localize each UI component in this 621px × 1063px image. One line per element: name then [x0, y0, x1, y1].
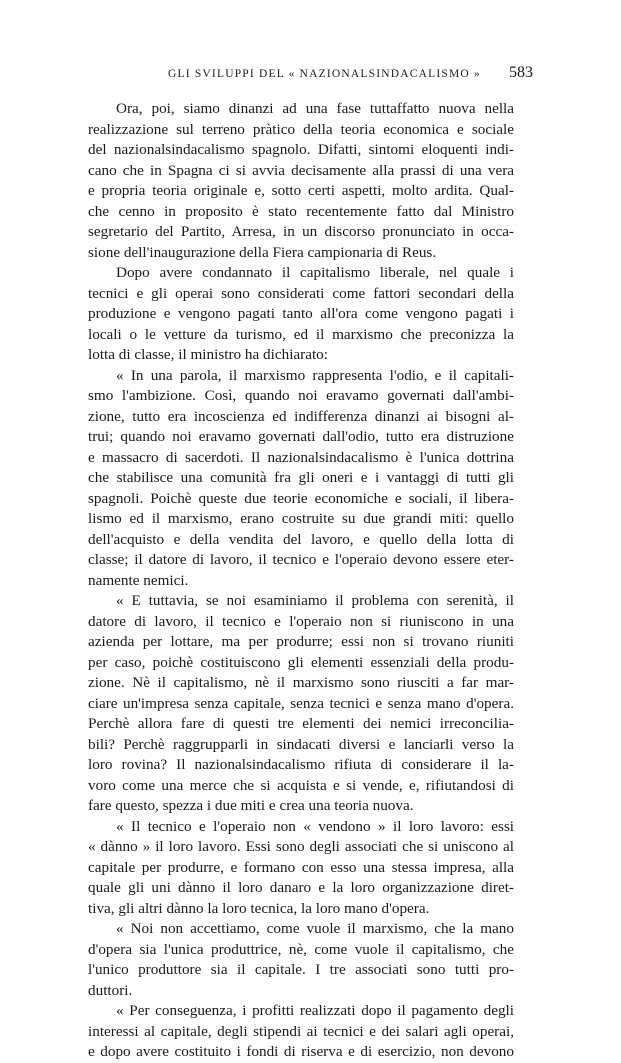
text-line: d'opera sia l'unica produttrice, nè, come vuole il capitalismo, che [88, 940, 514, 958]
text-line: « Noi non accettiamo, come vuole il marxismo, che la mano [116, 920, 514, 937]
text-line: datore di lavoro, il tecnico e l'operaio non si riuniscono in una [88, 612, 514, 630]
text-line: del nazionalsindacalismo spagnolo. Difatti, sintomi eloquenti indi- [88, 141, 514, 158]
running-title: GLI SVILUPPI DEL « NAZIONALSINDACALISMO » [168, 68, 481, 80]
text-line: trui; quando noi eravamo governati dall'odio, tutto era distruzione [88, 428, 514, 445]
text-line: « dànno » il loro lavoro. Essi sono degli associati che si uniscono al [88, 838, 514, 855]
text-line: locali o le vetture da turismo, ed il marxismo che preconizza la [88, 325, 514, 343]
text-line: « In una parola, il marxismo rappresenta l'odio, e il capitali- [116, 366, 514, 384]
text-line: zione. Nè il capitalismo, nè il marxismo sono riusciti a far mar- [88, 674, 514, 691]
running-head [88, 64, 533, 86]
text-line: namente nemici. [88, 571, 189, 589]
text-line: Ora, poi, siamo dinanzi ad una fase tuttaffatto nuova nella [116, 100, 514, 117]
text-line: zione, tutto era incoscienza ed indifferenza dinanzi ai bisogni al- [88, 407, 514, 425]
text-line: capitale per produrre, e formano con esso una stessa impresa, alla [88, 858, 514, 876]
text-line: fare questo, spezza i due miti e crea una teoria nuova. [88, 797, 414, 814]
text-line: dell'acquisto e della vendita del lavoro, e quello della lotta di [88, 530, 514, 548]
text-line: interessi al capitale, degli stipendi ai tecnici e dei salari agli operai, [88, 1022, 514, 1040]
text-line: l'unico produttore sia il capitale. I tre associati sono tutti pro- [88, 961, 514, 978]
text-line: cano che in Spagna ci si avvia decisamente alla prassi di una vera [88, 161, 514, 179]
text-line: sione dell'inaugurazione della Fiera campionaria di Reus. [88, 243, 437, 261]
text-line: tecnici e gli operai sono considerati come fattori secondari della [88, 284, 514, 302]
text-line: lismo ed il marxismo, erano costruite su due grandi miti: quello [88, 510, 514, 527]
text-line: « Il tecnico e l'operaio non « vendono » il loro lavoro: essi [116, 817, 514, 835]
text-line: e propria teoria originale e, sotto certi aspetti, molto ardita. Qual- [88, 182, 514, 199]
text-line: per caso, poichè costituiscono gli elementi essenziali della produ- [88, 653, 514, 671]
text-line: produzione e vengono pagati tanto all'ora come vengono pagati i [88, 305, 514, 322]
page-number: 583 [509, 64, 533, 81]
text-line: loro rovina? Il nazionalsindacalismo rifiuta di considerare il la- [88, 756, 514, 773]
text-line: segretario del Partito, Arresa, in un discorso pronunciato in occa- [88, 223, 514, 240]
text-line: classe; il datore di lavoro, il tecnico e l'operaio devono essere eter- [88, 551, 514, 568]
text-line: quale gli uni dànno il loro danaro e la loro organizzazione diret- [88, 879, 514, 896]
text-line: realizzazione sul terreno pràtico della teoria economica e sociale [88, 120, 514, 138]
text-line: e massacro di sacerdoti. Il nazionalsindacalismo è l'unica dottrina [88, 448, 514, 466]
text-line: che stabilisce una comunità fra gli oneri e i vantaggi di tutti gli [88, 469, 514, 486]
text-line: ciare un'impresa senza capitale, senza tecnici e senza mano d'opera. [88, 694, 514, 712]
text-line: smo l'ambizione. Così, quando noi eravamo governati dall'ambi- [88, 387, 514, 404]
text-line: che cenno in proposito è stato recentemente fatto dal Ministro [88, 202, 514, 220]
text-line: spagnoli. Poichè queste due teorie economiche e sociali, il libera- [88, 489, 514, 507]
text-line: Perchè allora fare di questi tre elementi dei nemici irreconcilia- [88, 715, 514, 732]
text-line: duttori. [88, 981, 133, 999]
text-line: « Per conseguenza, i profitti realizzati dopo il pagamento degli [116, 1002, 514, 1019]
text-line: e dopo avere costituito i fondi di riserva e di esercizio, non devono [88, 1043, 514, 1060]
text-line: tiva, gli altri dànno la loro tecnica, la loro mano d'opera. [88, 899, 430, 917]
text-line: azienda per lottare, ma per produrre; essi non si trovano riuniti [88, 633, 514, 650]
text-line: bili? Perchè raggrupparli in sindacati diversi e lanciarli verso la [88, 735, 514, 753]
text-line: « E tuttavia, se noi esaminiamo il problema con serenità, il [116, 592, 514, 609]
text-line: Dopo avere condannato il capitalismo liberale, nel quale i [116, 264, 514, 281]
text-line: lotta di classe, il ministro ha dichiarato: [88, 346, 328, 363]
text-line: voro come una merce che si acquista e si vende, e, rifiutandosi di [88, 776, 514, 794]
body-text [88, 99, 514, 1063]
